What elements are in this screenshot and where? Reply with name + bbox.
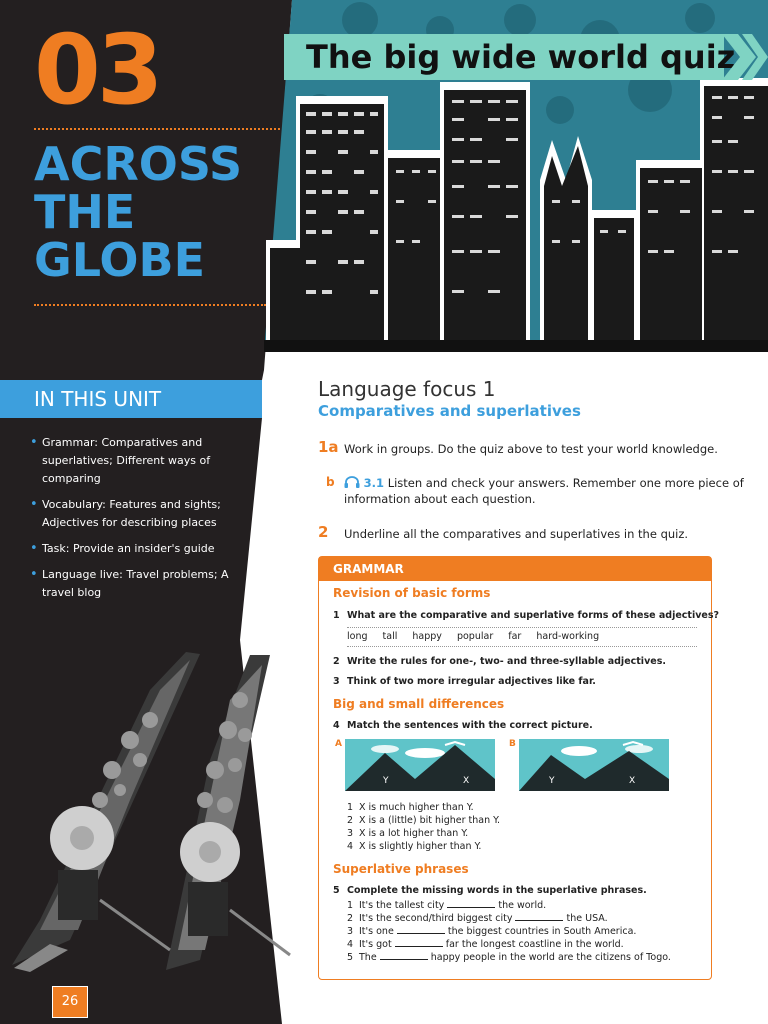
mountain-picture-b (519, 739, 669, 791)
quiz-title: The big wide world quiz (306, 38, 736, 76)
list-item (347, 840, 500, 853)
unit-title-line: ACROSS (34, 137, 243, 191)
peak-x-label: X (629, 776, 636, 786)
grammar-question (333, 656, 666, 667)
phrase-end: far the longest coastline in the world. (445, 939, 624, 950)
list-item (347, 951, 671, 964)
grammar-question (333, 676, 596, 687)
unit-number: 03 (34, 14, 160, 126)
phrase-start: It's the second/third biggest city (359, 913, 513, 924)
item-number: 3 (347, 926, 354, 937)
item-number: 2 (347, 913, 354, 924)
phrase-end: happy people in the world are the citizens of Togo. (430, 952, 671, 963)
language-focus-subtitle: Comparatives and superlatives (318, 402, 581, 420)
unit-title-line: GLOBE (34, 233, 206, 287)
exercise-1a-text: Work in groups. Do the quiz above to test your world knowledge. (344, 442, 718, 456)
answer-blank[interactable] (380, 951, 428, 960)
section-heading: Revision of basic forms (333, 586, 491, 600)
question-number: 3 (333, 676, 340, 687)
list-item (347, 899, 671, 912)
adjective: happy (412, 631, 442, 642)
item-text: X is much higher than Y. (359, 802, 474, 813)
answer-blank[interactable] (395, 938, 443, 947)
picture-label: B (509, 739, 516, 749)
item-text: X is slightly higher than Y. (359, 841, 482, 852)
headphones-icon (344, 476, 360, 488)
list-item (347, 827, 500, 840)
answer-blank[interactable] (515, 912, 563, 921)
grammar-box (318, 556, 720, 980)
list-item: • Task: Provide an insider's guide (30, 540, 240, 558)
audio-track: 3.1 (363, 476, 385, 490)
grammar-question (333, 610, 719, 621)
adjective: tall (382, 631, 398, 642)
answer-blank[interactable] (397, 925, 445, 934)
question-number: 5 (333, 885, 340, 896)
question-text: Think of two more irregular adjectives like far. (347, 676, 596, 687)
question-text: What are the comparative and superlative forms of these adjectives? (347, 610, 720, 621)
item-number: 1 (347, 900, 354, 911)
item-text: X is a (little) bit higher than Y. (359, 815, 501, 826)
question-number: 4 (333, 720, 340, 731)
section-heading: Superlative phrases (333, 862, 469, 876)
adjective: hard-working (536, 631, 600, 642)
phrase-start: It's one (359, 926, 394, 937)
mountain-picture-a (345, 739, 495, 791)
language-focus-title: Language focus 1 (318, 377, 496, 401)
question-text: Complete the missing words in the superlative phrases. (347, 885, 647, 896)
list-item (347, 938, 671, 951)
phrase-end: the biggest countries in South America. (447, 926, 637, 937)
comparison-sentences (347, 801, 500, 853)
question-number: 1 (333, 610, 340, 621)
adjective: far (508, 631, 522, 642)
exercise-1b-text: Listen and check your answers. Remember one more piece of information about each question. (344, 476, 744, 506)
exercise-number: 2 (318, 523, 329, 541)
exercise-number: b (326, 475, 335, 489)
divider-top (34, 128, 280, 130)
question-text: Match the sentences with the correct picture. (347, 720, 593, 731)
item-number: 4 (347, 841, 354, 852)
question-text: Write the rules for one-, two- and three-syllable adjectives. (347, 656, 666, 667)
phrase-start: It's got (359, 939, 392, 950)
unit-title (34, 137, 243, 287)
item-number: 4 (347, 939, 354, 950)
item-text: X is a lot higher than Y. (359, 828, 469, 839)
adjective: popular (456, 631, 494, 642)
item-number: 2 (347, 815, 354, 826)
phrase-start: It's the tallest city (359, 900, 445, 911)
grammar-question (333, 885, 647, 896)
unit-contents-list (30, 434, 240, 610)
phrase-start: The (359, 952, 377, 963)
item-number: 1 (347, 802, 354, 813)
superlative-phrases (347, 899, 671, 964)
grammar-heading: GRAMMAR (319, 557, 711, 581)
divider-bottom (34, 304, 266, 306)
exercise-number: 1a (318, 438, 339, 456)
item-number: 5 (347, 952, 354, 963)
phrase-end: the world. (498, 900, 547, 911)
unit-title-line: THE (34, 185, 136, 239)
peak-y-label: Y (549, 776, 555, 786)
list-item: • Language live: Travel problems; A travel blog (30, 566, 240, 602)
adjective: long (347, 631, 368, 642)
answer-blank[interactable] (447, 899, 495, 908)
list-item (347, 925, 671, 938)
item-number: 3 (347, 828, 354, 839)
list-item (347, 801, 500, 814)
list-item: • Grammar: Comparatives and superlatives; Different ways of comparing (30, 434, 240, 488)
peak-y-label: Y (383, 776, 389, 786)
adjective-list (347, 627, 697, 647)
list-item (347, 814, 500, 827)
chevron-right-icon (722, 30, 768, 84)
list-item (347, 912, 671, 925)
exercise-1b (344, 475, 744, 507)
section-heading: Big and small differences (333, 697, 505, 711)
exercise-2-text: Underline all the comparatives and superlatives in the quiz. (344, 527, 689, 541)
picture-label: A (335, 739, 342, 749)
list-item: • Vocabulary: Features and sights; Adjectives for describing places (30, 496, 240, 532)
in-this-unit-heading: IN THIS UNIT (0, 380, 262, 418)
question-number: 2 (333, 656, 340, 667)
page-number: 26 (52, 986, 88, 1018)
grammar-question (333, 720, 593, 731)
phrase-end: the USA. (566, 913, 608, 924)
peak-x-label: X (463, 776, 470, 786)
